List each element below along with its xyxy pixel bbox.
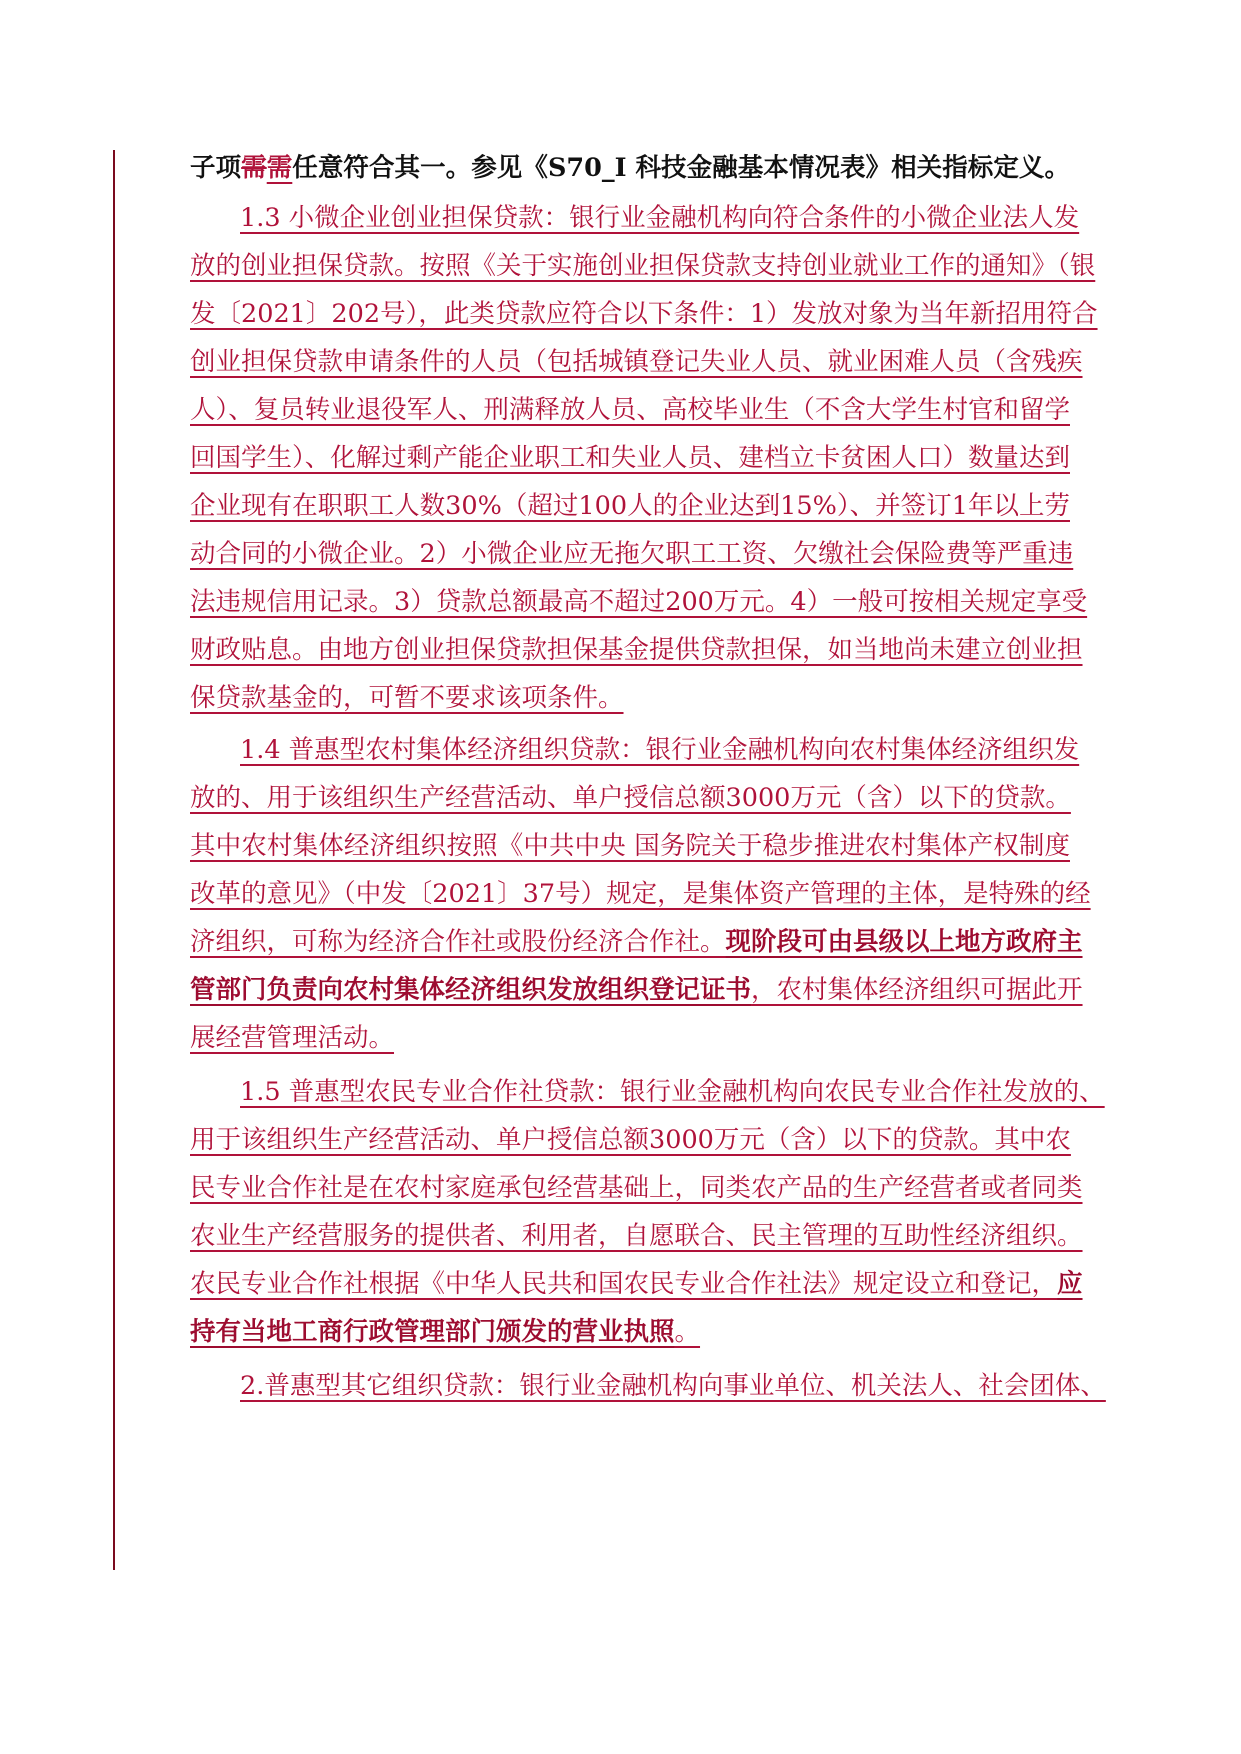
sec13-line-5 [190,390,1070,434]
sec13-line-11 [190,678,1070,722]
intro-prefix: 子项 [190,153,242,183]
sec14-line-5-bold: 现阶段可由县级以上地方政府主 [725,927,1083,957]
sec15-line-6 [190,1312,1070,1356]
sec13-line-1 [240,198,1080,242]
sec13-line-10 [190,630,1083,674]
sec13-line-11-text: 保贷款基金的，可暂不要求该项条件。 [190,683,624,713]
sec15-line-2 [190,1120,1070,1164]
sec13-line-4-text: 创业担保贷款申请条件的人员（包括城镇登记失业人员、就业困难人员（含残疾 [190,347,1083,377]
intro-line [190,148,1070,192]
sec13-line-8-text: 动合同的小微企业。2）小微企业应无拖欠职工工资、欠缴社会保险费等严重违 [190,539,1074,569]
sec13-line-9 [190,582,1088,626]
sec13-line-2-text: 放的创业担保贷款。按照《关于实施创业担保贷款支持创业就业工作的通知》（银 [190,251,1096,281]
sec15-line-5 [190,1264,1083,1308]
sec15-line-1-text: 1.5 普惠型农民专业合作社贷款：银行业金融机构向农民专业合作社发放的、 [240,1077,1105,1107]
sec15-line-6-bold: 持有当地工商行政管理部门颁发的营业执照 [190,1317,675,1347]
deleted-text: 需 [241,153,267,183]
sec14-line-4 [190,874,1091,918]
sec14-line-3 [190,826,1070,870]
sec14-line-2-text: 放的、用于该组织生产经营活动、单户授信总额3000万元（含）以下的贷款。 [190,783,1071,813]
sec14-line-6 [190,970,1083,1014]
sec15-line-5-text: 农民专业合作社根据《中华人民共和国农民专业合作社法》规定设立和登记， [190,1269,1058,1299]
sec2-line-1 [240,1366,1106,1410]
sec15-line-4 [190,1216,1083,1260]
sec14-line-2 [190,778,1070,822]
sec13-line-6-text: 回国学生）、化解过剩产能企业职工和失业人员、建档立卡贫困人口）数量达到 [190,443,1070,473]
intro-suffix: 任意符合其一。参见《S70_I 科技金融基本情况表》相关指标定义。 [292,153,1070,183]
sec14-line-7-text: 展经营管理活动。 [190,1023,395,1053]
sec15-line-5-bold: 应 [1057,1269,1083,1299]
sec15-line-6-text: 。 [674,1317,701,1347]
sec15-line-1 [240,1072,1105,1116]
sec14-line-7 [190,1018,1070,1062]
sec15-line-4-text: 农业生产经营服务的提供者、利用者，自愿联合、民主管理的互助性经济组织。 [190,1221,1083,1251]
sec13-line-1-text: 1.3 小微企业创业担保贷款：银行业金融机构向符合条件的小微企业法人发 [240,203,1080,233]
sec13-line-3-text: 发〔2021〕202号），此类贷款应符合以下条件：1）发放对象为当年新招用符合 [190,299,1098,329]
sec13-line-8 [190,534,1074,578]
sec13-line-6 [190,438,1070,482]
sec13-line-3 [190,294,1098,338]
sec13-line-7 [190,486,1070,530]
sec14-line-3-text: 其中农村集体经济组织按照《中共中央 国务院关于稳步推进农村集体产权制度 [190,831,1070,861]
sec14-line-1 [240,730,1080,774]
sec15-line-3-text: 民专业合作社是在农村家庭承包经营基础上，同类农产品的生产经营者或者同类 [190,1173,1083,1203]
sec14-line-6-bold: 管部门负责向农村集体经济组织发放组织登记证书 [190,975,752,1005]
sec14-line-5 [190,922,1083,966]
sec2-line-1-text: 2.普惠型其它组织贷款：银行业金融机构向事业单位、机关法人、社会团体、 [240,1371,1106,1401]
change-bar [113,150,115,1570]
sec14-line-6-text: ，农村集体经济组织可据此开 [751,975,1083,1005]
sec13-line-4 [190,342,1083,386]
sec13-line-9-text: 法违规信用记录。3）贷款总额最高不超过200万元。4）一般可按相关规定享受 [190,587,1088,617]
sec15-line-2-text: 用于该组织生产经营活动、单户授信总额3000万元（含）以下的贷款。其中农 [190,1125,1071,1155]
sec13-line-5-text: 人）、复员转业退役军人、刑满释放人员、高校毕业生（不含大学生村官和留学 [190,395,1070,425]
sec15-line-3 [190,1168,1083,1212]
sec13-line-2 [190,246,1096,290]
sec14-line-1-text: 1.4 普惠型农村集体经济组织贷款：银行业金融机构向农村集体经济组织发 [240,735,1080,765]
sec13-line-10-text: 财政贴息。由地方创业担保贷款担保基金提供贷款担保，如当地尚未建立创业担 [190,635,1083,665]
sec14-line-4-text: 改革的意见》（中发〔2021〕37号）规定，是集体资产管理的主体，是特殊的经 [190,879,1091,909]
sec13-line-7-text: 企业现有在职职工人数30%（超过100人的企业达到15%）、并签订1年以上劳 [190,491,1070,521]
inserted-text: 需 [266,153,293,183]
sec14-line-5-text: 济组织，可称为经济合作社或股份经济合作社。 [190,927,726,957]
